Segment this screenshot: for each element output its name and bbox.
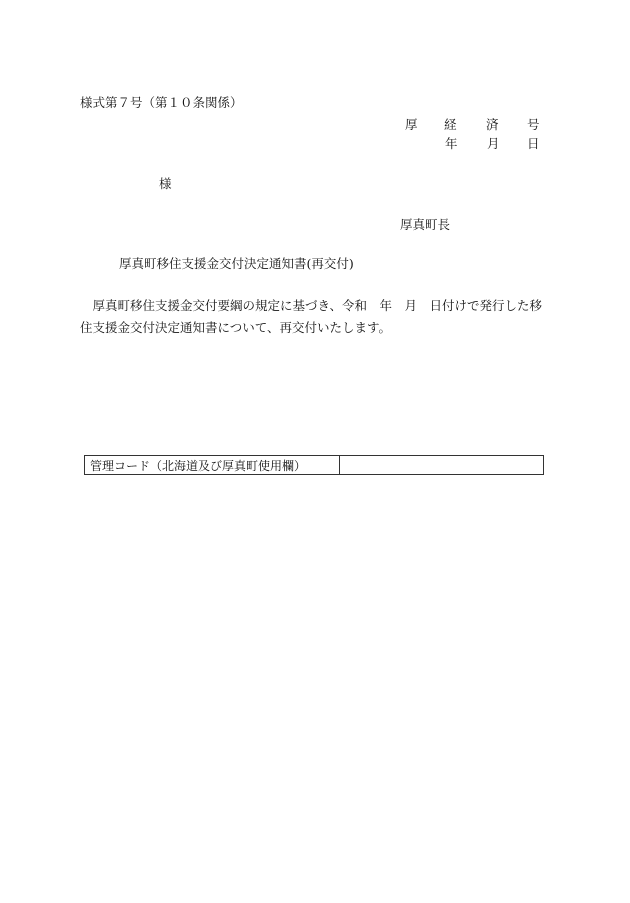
management-code-table (84, 455, 544, 475)
recipient-honorific: 様 (159, 176, 172, 191)
body-text: 厚真町移住支援金交付要綱の規定に基づき、令和 年 月 日付けで発行した移住支援金交付決定通知書について、再交付いたします。 (80, 298, 543, 335)
document-number-prefix: 厚 (405, 117, 418, 132)
body-paragraph (80, 295, 552, 339)
document-number-sai: 済 (486, 117, 499, 132)
issuer-name: 厚真町長 (400, 217, 451, 232)
document-number-suffix: 号 (527, 117, 540, 132)
date-month-label: 月 (487, 136, 500, 151)
document-title: 厚真町移住支援金交付決定通知書(再交付) (119, 256, 354, 271)
form-number: 様式第７号（第１０条関係） (80, 95, 243, 110)
document-number-kei: 経 (444, 117, 457, 132)
date-year-label: 年 (445, 136, 458, 151)
management-code-label: 管理コード（北海道及び厚真町使用欄） (85, 456, 340, 474)
document-number (405, 119, 545, 133)
issue-date (445, 138, 545, 152)
management-code-value (340, 456, 543, 474)
date-day-label: 日 (527, 136, 540, 151)
